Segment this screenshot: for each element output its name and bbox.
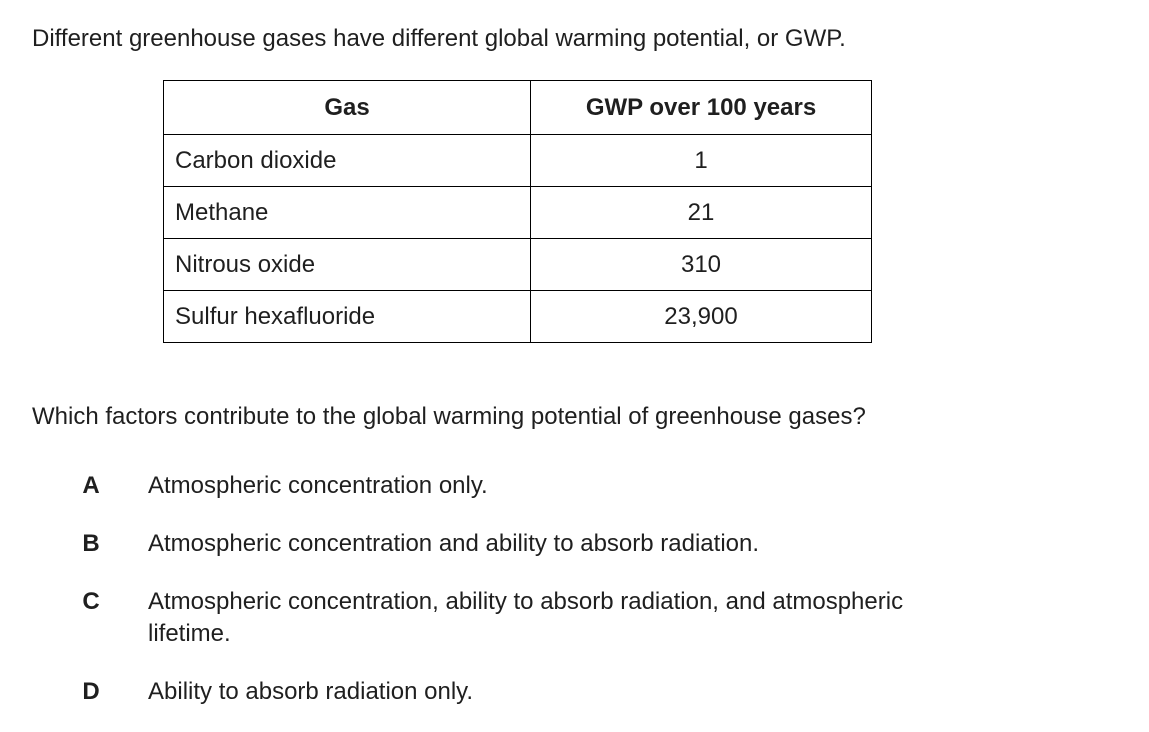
gas-name-cell: Sulfur hexafluoride <box>164 291 531 343</box>
option-letter: A <box>82 472 100 499</box>
intro-text: Different greenhouse gases have different global warming potential, or GWP. <box>32 25 846 52</box>
column-header-gwp: GWP over 100 years <box>531 81 872 135</box>
option-letter: D <box>82 678 100 705</box>
option-text: Ability to absorb radiation only. <box>148 678 474 705</box>
column-header-gas: Gas <box>164 81 531 135</box>
gwp-table <box>163 80 872 343</box>
option-text: Atmospheric concentration and ability to absorb radiation. <box>148 530 760 557</box>
table-row <box>164 239 872 291</box>
option-letter: B <box>82 530 100 557</box>
gwp-value-cell: 310 <box>531 239 872 291</box>
question-text: Which factors contribute to the global warming potential of greenhouse gases? <box>32 403 866 430</box>
gwp-value-cell: 1 <box>531 135 872 187</box>
table-row <box>164 135 872 187</box>
option-letter: C <box>82 588 100 615</box>
table-header-row <box>164 81 872 135</box>
option-text: Atmospheric concentration, ability to absorb radiation, and atmospheric lifetime. <box>148 588 904 647</box>
gwp-value-cell: 21 <box>531 187 872 239</box>
option-text: Atmospheric concentration only. <box>148 472 488 499</box>
gas-name-cell: Methane <box>164 187 531 239</box>
gas-name-cell: Carbon dioxide <box>164 135 531 187</box>
table-row <box>164 187 872 239</box>
gwp-value-cell: 23,900 <box>531 291 872 343</box>
gas-name-cell: Nitrous oxide <box>164 239 531 291</box>
table-row <box>164 291 872 343</box>
